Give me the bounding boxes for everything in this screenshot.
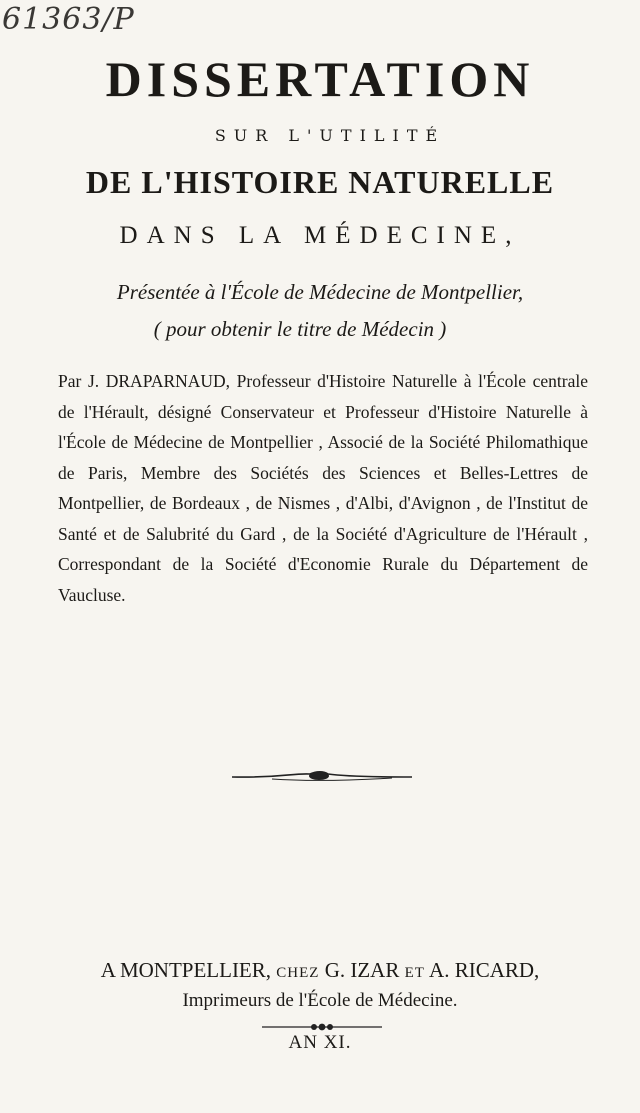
imprint-line-1 <box>0 958 640 983</box>
author-paragraph <box>58 366 588 610</box>
imprint-printer-1: G. IZAR <box>324 958 400 982</box>
ornamental-rule <box>262 1023 382 1031</box>
presentation-line: Présentée à l'École de Médecine de Montpellier, <box>116 280 524 304</box>
imprint-line-2: Imprimeurs de l'École de Médecine. <box>182 990 458 1011</box>
imprint-et: ET <box>404 965 425 981</box>
imprint-printer-2: A. RICARD, <box>429 958 540 982</box>
subtitle-line-1: SUR L'UTILITÉ <box>214 126 446 145</box>
author-credentials: Par J. DRAPARNAUD, Professeur d'Histoire Naturelle à l'École centrale de l'Hérault, désigné Conservateur et Professeur d'Histoire Naturelle à l'École de Médecine de Montpellier , Associé de la Société Philomathique de Paris, Membre des Sociétés des Sciences et Belles-Lettres de Montpellier, de Bordeaux , de Nismes , d'Albi, d'Avignon , de l'Institut de Santé et de Salubrité du Gard , de la Société d'Agriculture de l'Hérault , Correspondant de la Société d'Economie Rurale du Département de Vaucluse. <box>58 371 588 605</box>
main-title: DISSERTATION <box>105 51 535 107</box>
handwritten-shelfmark: 61363/P <box>2 2 135 37</box>
publication-year: AN XI. <box>288 1032 352 1053</box>
subtitle-line-2: DE L'HISTOIRE NATURELLE <box>85 164 555 200</box>
imprint-chez: CHEZ <box>276 965 320 981</box>
imprint-place: A MONTPELLIER, <box>100 958 272 982</box>
purpose-line: ( pour obtenir le titre de Médecin ) <box>153 317 447 341</box>
ornament-divider <box>232 770 412 784</box>
subtitle-line-3: DANS LA MÉDECINE, <box>119 222 521 249</box>
